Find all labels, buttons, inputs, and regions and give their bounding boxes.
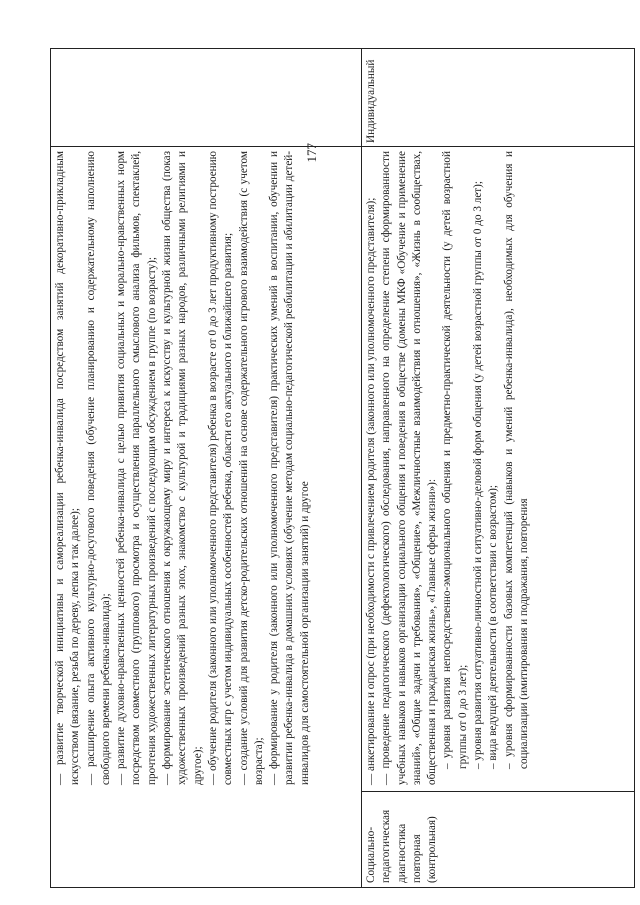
sub-list-item: – уровня развития непосредственно-эмоционального общения и предметно-практической деятельности (у детей возрастной группы от 0 до 3 лет); — [441, 151, 469, 769]
page-number: 177 — [304, 143, 319, 163]
sub-list-item: – уровня развития ситуативно-личностной и ситуативно-деловой форм общения (у детей возрастной группы от 0 до 3 лет); — [472, 180, 485, 769]
table-divider-vertical — [361, 791, 634, 792]
row1-content-cell — [53, 151, 313, 785]
list-item: — обучение родителя (законного или уполномоченного представителя) ребенка в возрасте от 0 до 3 лет продуктивному построению совместных игр с учетом индивидуальных особенностей ребенка, области его актуального и ближайшего развития; — [206, 151, 235, 785]
list-item: — развитие духовно-нравственных ценностей ребенка-инвалида с целью привития социальных и морально-нравственных норм посредством совместного (группового) просмотра и осуществления параллельного смыслового анализа фильмов, спектаклей, прочтения художественных литературных произведений с последующим обсуждением в группе (по возрасту); — [115, 151, 158, 785]
list-item: — создание условий для развития детско-родительских отношений на основе содержательного игрового взаимодействия (с учетом возраста); — [237, 151, 265, 785]
list-item: — проведение педагогического (дефектологического) обследования, направленного на определение степени сформированности учебных навыков и навыков организации социального общения и поведения в обществе (домены МКФ «Обучение и применение знаний», «Общие задачи и требования», «Общение», «Межличностные взаимодействия и отношения», «Жизнь в сообществах, общественная и гражданская жизнь», «Главные сферы жизни»): — [380, 151, 439, 785]
sub-list-item: – уровня сформированности базовых компетенций (навыков и умений ребенка-инвалида), необходимых для обучения и социализации (имитирования и подражания, повторения — [502, 151, 530, 769]
sub-list-item: – вида ведущей деятельности (в соответствии с возрастом); — [487, 485, 500, 769]
list-item: — развитие творческой инициативы и самореализации ребенка-инвалида посредством занятий декоративно-прикладным искусством (вязание, резьба по дереву, лепка и так далее); — [54, 151, 82, 785]
row2-type-cell: Индивидуальный — [365, 59, 377, 143]
rotated-page — [50, 48, 635, 888]
document-table — [50, 48, 635, 888]
list-item: — формирование у родителя (законного или уполномоченного представителя) практических умений в воспитании, обучении и развитии ребенка-инвалида в домашних условиях (обучение методам социально-педагогической реабилитации и абилитации детей-инвалидов для самостоятельной организации занятий) и другое — [268, 151, 311, 785]
row2-content-cell — [364, 151, 532, 785]
list-item: — расширение опыта активного культурно-досугового поведения (обучение планированию и содержательному наполнению свободного времени ребенка-инвалида); — [84, 151, 112, 785]
list-item: — анкетирование и опрос (при необходимости с привлечением родителя (законного или уполномоченного представителя); — [365, 197, 377, 785]
list-item: — формирование эстетического отношения к окружающему миру и интереса к искусству и культурной жизни общества (показ художественных произведений разных эпох, знакомство с культурой и традициями разных народов, различными религиями и другое); — [161, 151, 204, 785]
table-divider-horizontal — [361, 49, 362, 887]
table-divider-vertical — [51, 146, 634, 147]
row2-label-cell: Социально-педагогическая диагностика повторная (контрольная) — [365, 809, 439, 883]
